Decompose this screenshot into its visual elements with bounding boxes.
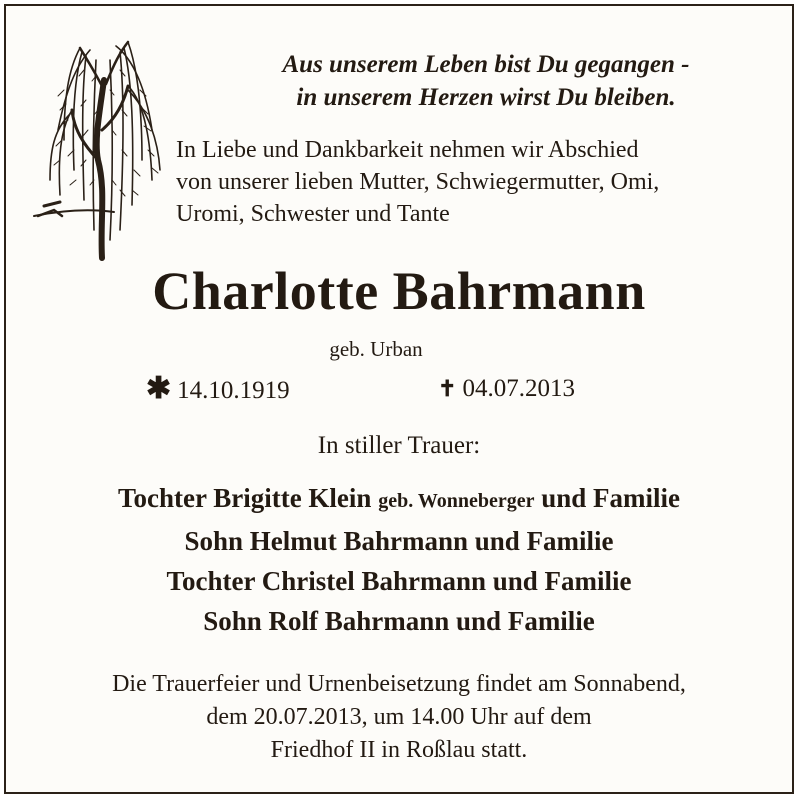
ceremony-line-1: Die Trauerfeier und Urnenbeisetzung findet am Sonnabend, bbox=[112, 671, 686, 697]
ceremony-line-3: Friedhof II in Roßlau statt. bbox=[270, 737, 528, 763]
weeping-willow-icon bbox=[24, 30, 174, 262]
deceased-name: Charlotte Bahrmann bbox=[152, 261, 646, 321]
intro-text bbox=[176, 134, 776, 230]
intro-line-2: von unserer lieben Mutter, Schwiegermutter, Omi, bbox=[176, 169, 660, 195]
motto bbox=[196, 48, 776, 114]
family-member-maiden: geb. Wonneberger bbox=[378, 490, 535, 512]
family-member: Tochter Brigitte Klein bbox=[117, 483, 372, 513]
family-line: Sohn Helmut Bahrmann und Familie bbox=[184, 526, 614, 556]
ceremony-line-2: dem 20.07.2013, um 14.00 Uhr auf dem bbox=[206, 704, 592, 730]
motto-line-2: in unserem Herzen wirst Du bleiben. bbox=[296, 84, 676, 111]
death-date-group bbox=[438, 372, 575, 406]
birth-star-icon: ✱ bbox=[146, 372, 172, 405]
birth-date-group bbox=[146, 372, 290, 408]
death-date: 04.07.2013 bbox=[462, 375, 575, 402]
life-dates bbox=[6, 372, 792, 406]
maiden-name: geb. Urban bbox=[329, 337, 423, 361]
family-line: Tochter Christel Bahrmann und Familie bbox=[166, 566, 632, 596]
family-member-suffix: und Familie bbox=[541, 483, 681, 513]
family-line: Sohn Rolf Bahrmann und Familie bbox=[203, 606, 595, 636]
family-list bbox=[6, 478, 792, 641]
birth-date: 14.10.1919 bbox=[177, 377, 290, 404]
obituary-card bbox=[4, 4, 794, 794]
ceremony-info bbox=[6, 668, 792, 767]
mourning-label: In stiller Trauer: bbox=[317, 432, 481, 459]
death-cross-icon: ✝ bbox=[438, 376, 457, 401]
intro-line-3: Uromi, Schwester und Tante bbox=[176, 201, 450, 227]
intro-line-1: In Liebe und Dankbarkeit nehmen wir Abschied bbox=[176, 137, 639, 163]
family-line bbox=[6, 478, 792, 521]
motto-line-1: Aus unserem Leben bist Du gegangen - bbox=[282, 51, 690, 78]
